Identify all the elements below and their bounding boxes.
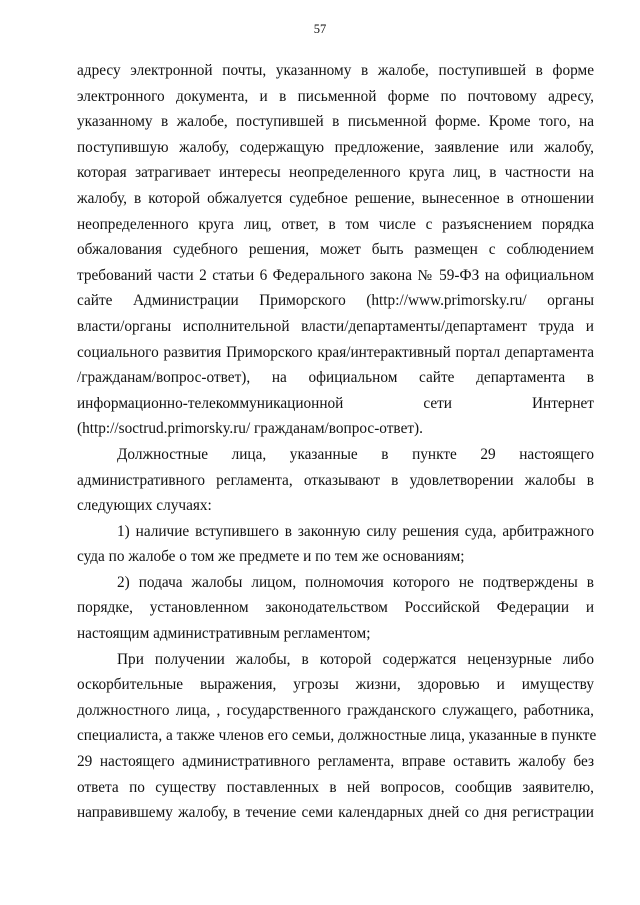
text-line: указанному в жалобе, поступившей в письменной форме. Кроме того, на bbox=[77, 113, 594, 131]
text-line: 1) наличие вступившего в законную силу решения суда, арбитражного bbox=[117, 522, 594, 540]
text-line: оскорбительные выражения, угрозы жизни, здоровью и имуществу bbox=[77, 676, 594, 694]
text-line: (http://soctrud.primorsky.ru/ гражданам/вопрос-ответ). bbox=[77, 420, 423, 438]
paragraph bbox=[77, 442, 594, 519]
document-body bbox=[77, 58, 597, 826]
text-line: ответа по существу поставленных в ней вопросов, сообщив заявителю, bbox=[77, 778, 594, 796]
text-line: Должностные лица, указанные в пункте 29 настоящего bbox=[117, 445, 594, 463]
text-line: должностного лица, , государственного гражданского служащего, работника, bbox=[77, 701, 594, 719]
text-line: адресу электронной почты, указанному в жалобе, поступившей в форме bbox=[77, 62, 594, 79]
text-line: информационно-телекоммуникационной сети Интернет bbox=[77, 394, 594, 412]
text-line: которая затрагивает интересы неопределенного круга лиц, в частности на bbox=[77, 164, 594, 182]
text-line: 29 настоящего административного регламента, вправе оставить жалобу без bbox=[77, 753, 594, 771]
text-line: направившему жалобу, в течение семи календарных дней со дня регистрации bbox=[77, 804, 594, 822]
text-line: административного регламента, отказывают в удовлетворении жалобы в bbox=[77, 471, 594, 489]
text-line: /гражданам/вопрос-ответ), на официальном сайте департамента в bbox=[77, 369, 594, 387]
text-line: требований части 2 статьи 6 Федерального закона № 59-ФЗ на официальном bbox=[77, 266, 594, 284]
paragraph bbox=[77, 570, 594, 647]
text-line: порядке, установленном законодательством Российской Федерации и bbox=[77, 599, 594, 617]
text-line: социального развития Приморского края/интерактивный портал департамента bbox=[77, 343, 594, 361]
text-line: электронного документа, и в письменной форме по почтовому адресу, bbox=[77, 87, 594, 105]
text-line: следующих случаях: bbox=[77, 497, 212, 515]
paragraph bbox=[77, 647, 597, 826]
text-line: жалобу, в которой обжалуется судебное решение, вынесенное в отношении bbox=[77, 189, 594, 207]
page-number: 57 bbox=[313, 22, 327, 36]
text-line: 2) подача жалобы лицом, полномочия которого не подтверждены в bbox=[117, 573, 594, 591]
text-line: специалиста, а также членов его семьи, должностные лица, указанные в пункте bbox=[77, 727, 597, 745]
text-line: обжалования судебного решения, может быть размещен с соблюдением bbox=[77, 241, 594, 259]
paragraph bbox=[77, 519, 594, 570]
text-line: При получении жалобы, в которой содержатся нецензурные либо bbox=[117, 650, 594, 668]
text-line: неопределенного круга лиц, ответ, в том числе с разъяснением порядка bbox=[77, 215, 594, 233]
text-line: сайте Администрации Приморского (http://www.primorsky.ru/ органы bbox=[77, 292, 594, 310]
text-line: суда по жалобе о том же предмете и по тем же основаниям; bbox=[77, 548, 465, 566]
text-line: власти/органы исполнительной власти/департаменты/департамент труда и bbox=[77, 317, 594, 335]
paragraph bbox=[77, 58, 594, 442]
text-line: настоящим административным регламентом; bbox=[77, 625, 371, 643]
text-line: поступившую жалобу, содержащую предложение, заявление или жалобу, bbox=[77, 138, 594, 156]
